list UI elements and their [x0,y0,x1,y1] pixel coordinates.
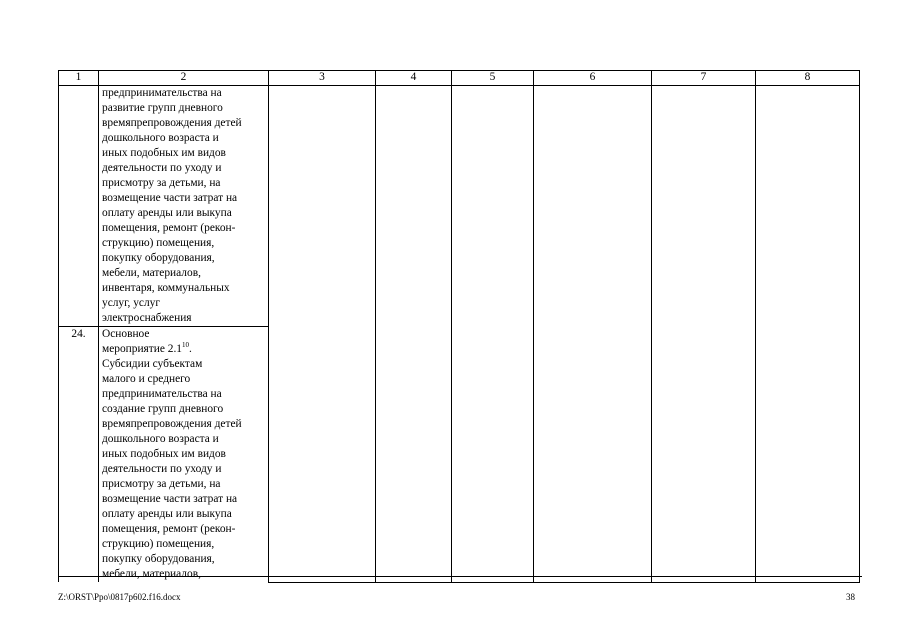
table-cell-col4 [376,86,452,583]
description-line: Основное [102,328,150,340]
table-cell-col6 [534,86,652,583]
row-number-cell [59,86,99,327]
data-table [58,70,860,583]
row-description-cell [99,327,269,583]
footer-page-number: 38 [846,592,855,602]
column-header: 5 [452,71,534,86]
table-cell-col7 [652,86,756,583]
description-text: . [189,343,192,355]
table-row [59,86,860,327]
column-header: 6 [534,71,652,86]
description-text: мероприятие 2.1 [102,343,182,355]
description-text: Субсидии субъектам малого и среднего предпринимательства на создание групп дневного времяпрепровождения детей дошкольного возраста и иных подобных им видов деятельности по уходу и присмотру за детьми, на возмещение части затрат на оплату аренды или выкупа помещения, ремонт (рекон- струкцию) помещения, покупку оборудования, мебели, материалов, [102,358,242,580]
table-bottom-border [58,576,862,577]
column-header: 7 [652,71,756,86]
column-header: 8 [756,71,860,86]
row-number-cell: 24. [59,327,99,583]
column-header: 3 [269,71,376,86]
description-line [102,343,192,355]
table-cell-col5 [452,86,534,583]
footnote-superscript: 10 [182,341,189,350]
table-cell-col3 [269,86,376,583]
column-header: 1 [59,71,99,86]
column-header: 4 [376,71,452,86]
column-header: 2 [99,71,269,86]
header-row [59,71,860,86]
row-description-cell: предпринимательства на развитие групп дневного времяпрепровождения детей дошкольного возраста и иных подобных им видов деятельности по уходу и присмотру за детьми, на возмещение части затрат на оплату аренды или выкупа помещения, ремонт (рекон- струкцию) помещения, покупку оборудования, мебели, материалов, инвентаря, коммунальных услуг, услуг электроснабжения [99,86,269,327]
footer-file-path: Z:\ORST\Ppo\0817p602.f16.docx [58,592,181,602]
table-cell-col8 [756,86,860,583]
